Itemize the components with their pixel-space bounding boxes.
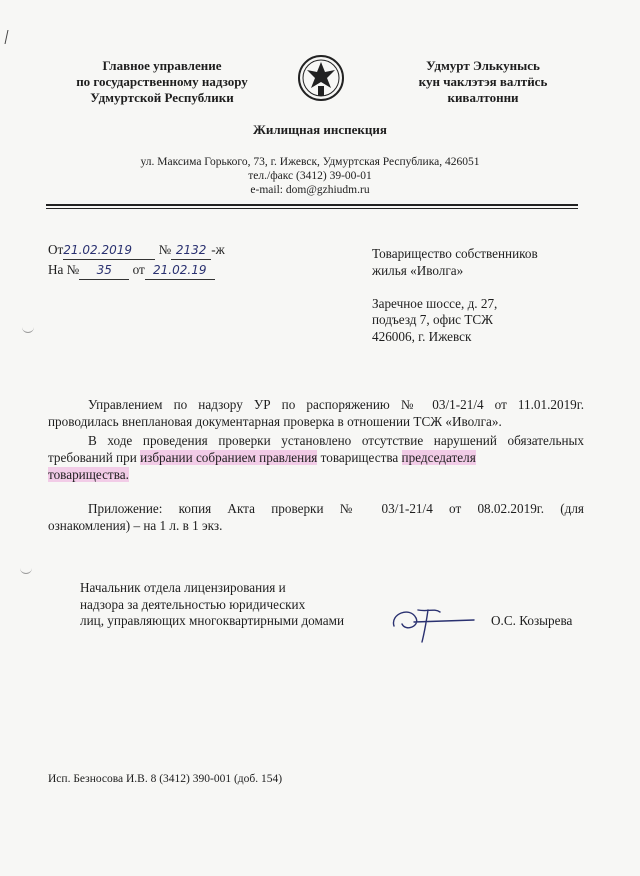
- recipient-line-5: подъезд 7, офис ТСЖ: [372, 312, 493, 327]
- recipient-line-1: Товарищество собственников: [372, 246, 538, 261]
- recipient-line-3: [372, 279, 602, 296]
- paragraph-3-line-1: Приложение: копия Акта проверки № 03/1-21/4 от 08.02.2019г. (для: [88, 501, 584, 516]
- executor-info: Исп. Безносова И.В. 8 (3412) 390-001 (доб. 154): [48, 773, 283, 785]
- paragraph-1-line-1: Управлением по надзору УР по распоряжению № 03/1-21/4 от 11.01.2019г.: [88, 397, 584, 412]
- handwritten-signature: [388, 596, 478, 644]
- udmurt-line-3: кивалтонни: [447, 90, 519, 105]
- paragraph-2-line-3: [48, 467, 584, 484]
- paragraph-2-line-1: В ходе проведения проверки установлено отсутствие нарушений обязательных: [88, 433, 584, 448]
- reply-date: 21.02.19: [145, 262, 215, 280]
- header-divider: [46, 204, 578, 206]
- agency-line-1: Главное управление: [102, 58, 222, 73]
- recipient-line-4: Заречное шоссе, д. 27,: [372, 295, 498, 311]
- agency-name-russian: [62, 58, 262, 106]
- address-line: ул. Максима Горького, 73, г. Ижевск, Удмуртская Республика, 426051: [140, 156, 480, 168]
- reply-date-label: от: [132, 262, 145, 277]
- punch-hole-mark: [22, 322, 34, 333]
- p2-highlight-1: избрании собранием правления: [140, 450, 318, 465]
- agency-name-udmurt: [388, 58, 578, 106]
- p2-text-2: товарищества: [317, 450, 402, 465]
- email-line: e-mail: dom@gzhiudm.ru: [250, 184, 370, 196]
- coat-of-arms-emblem: [297, 52, 345, 104]
- signatory-line-3: лиц, управляющих многоквартирными домами: [80, 613, 345, 628]
- recipient-line-2: жилья «Иволга»: [372, 262, 464, 278]
- header-divider-thin: [46, 208, 578, 209]
- recipient-line-6: 426006, г. Ижевск: [372, 328, 472, 344]
- signatory-name: О.С. Козырева: [491, 613, 573, 628]
- outgoing-reference: [48, 242, 298, 260]
- number-suffix: -ж: [211, 242, 225, 257]
- paragraph-2-line-2: [48, 450, 588, 467]
- punch-hole-mark-2: [20, 563, 32, 574]
- agency-line-3: Удмуртской Республики: [90, 90, 234, 105]
- from-label: От: [48, 242, 64, 257]
- inspection-title: Жилищная инспекция: [253, 122, 387, 137]
- reply-label: На №: [48, 262, 80, 277]
- paragraph-3-line-2: ознакомления) – на 1 л. в 1 экз.: [48, 518, 223, 533]
- signatory-title: [80, 580, 380, 630]
- agency-line-2: по государственному надзору: [76, 74, 248, 89]
- incoming-reference: [48, 262, 298, 280]
- from-date: 21.02.2019: [63, 242, 155, 260]
- signatory-line-1: Начальник отдела лицензирования и: [80, 580, 286, 595]
- paragraph-1-line-2: проводилась внеплановая документарная проверка в отношении ТСЖ «Иволга».: [48, 414, 502, 429]
- udmurt-line-2: кун чаклэтэя валтӥсь: [418, 74, 548, 89]
- outgoing-number: 2132: [171, 242, 211, 260]
- p2-text-1: требований при: [48, 450, 141, 465]
- contact-block: [80, 155, 540, 197]
- p2-highlight-3: товарищества.: [48, 467, 129, 482]
- p2-highlight-2: председателя: [401, 450, 476, 465]
- reply-number: 35: [79, 262, 129, 280]
- number-label: №: [158, 242, 172, 257]
- phone-line: тел./факс (3412) 39-00-01: [248, 170, 372, 182]
- recipient-block: [372, 246, 602, 345]
- udmurt-line-1: Удмурт Элькунысь: [426, 58, 540, 73]
- signatory-line-2: надзора за деятельностью юридических: [80, 596, 306, 612]
- scan-mark-top: [5, 30, 15, 44]
